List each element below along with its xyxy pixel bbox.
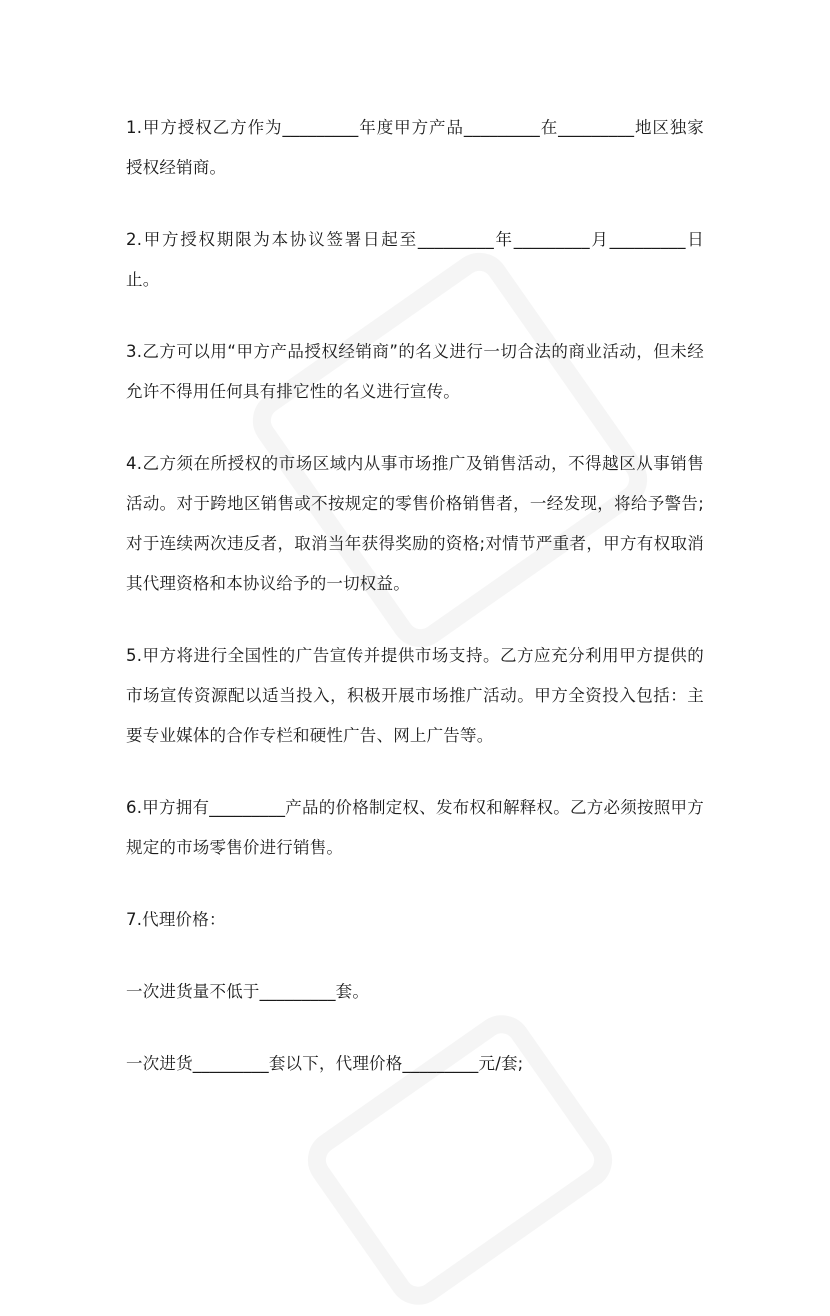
- clause-3: 3.乙方可以用“甲方产品授权经销商”的名义进行一切合法的商业活动，但未经允许不得用任何具有排它性的名义进行宣传。: [126, 342, 704, 401]
- clause-1: 1.甲方授权乙方作为_________年度甲方产品_________在_________地区独家授权经销商。: [126, 118, 704, 177]
- document-body: [126, 108, 704, 1116]
- clause-5: 5.甲方将进行全国性的广告宣传并提供市场支持。乙方应充分利用甲方提供的市场宣传资源配以适当投入，积极开展市场推广活动。甲方全资投入包括：主要专业媒体的合作专栏和硬性广告、网上广告等。: [126, 646, 704, 745]
- clause-7-heading: 7.代理价格：: [126, 910, 226, 929]
- clause-4: 4.乙方须在所授权的市场区域内从事市场推广及销售活动，不得越区从事销售活动。对于跨地区销售或不按规定的零售价格销售者，一经发现，将给予警告;对于连续两次违反者，取消当年获得奖励的资格;对情节严重者，甲方有权取消其代理资格和本协议给予的一切权益。: [126, 454, 704, 593]
- clause-7-min-order: 一次进货量不低于_________套。: [126, 982, 370, 1001]
- clause-7-price-tier: 一次进货_________套以下，代理价格_________元/套;: [126, 1054, 524, 1073]
- clause-2: 2.甲方授权期限为本协议签署日起至_________年_________月_________日止。: [126, 230, 704, 289]
- clause-6: 6.甲方拥有_________产品的价格制定权、发布权和解释权。乙方必须按照甲方规定的市场零售价进行销售。: [126, 798, 704, 857]
